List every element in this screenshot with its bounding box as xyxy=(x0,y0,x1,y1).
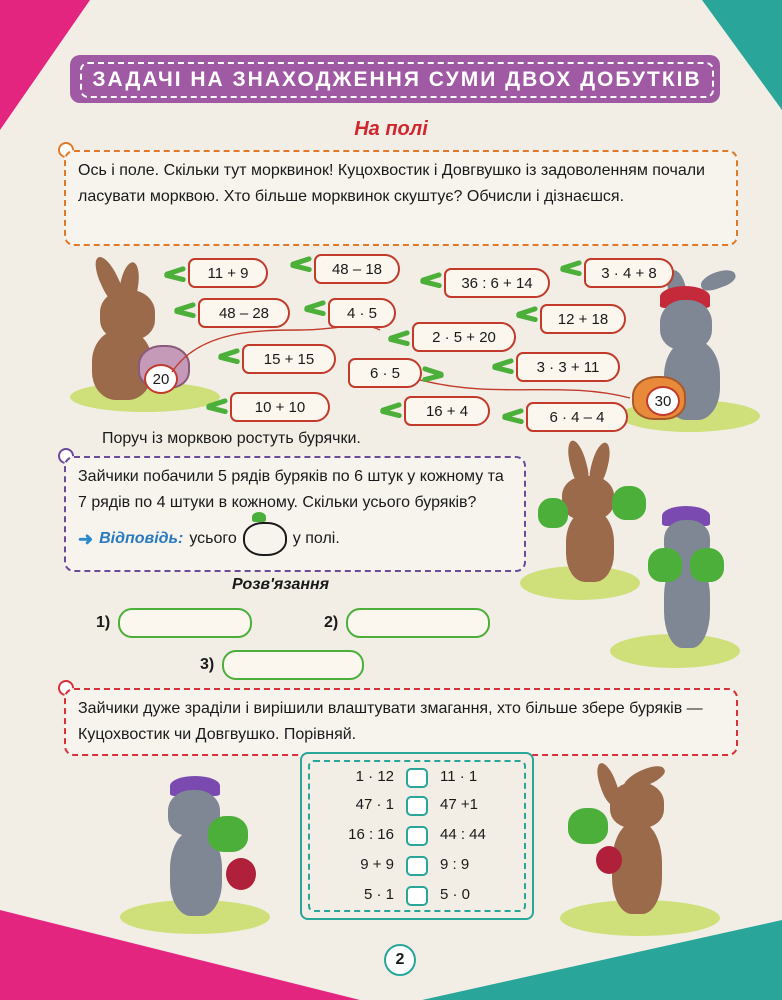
carrot-leaf-icon xyxy=(164,268,190,280)
beet-leaves-icon xyxy=(568,808,608,844)
compare-sign-box[interactable] xyxy=(406,796,428,816)
solution-input-3[interactable] xyxy=(222,650,364,680)
beet-icon xyxy=(226,858,256,890)
carrot-expression: 4 · 5 xyxy=(328,298,396,328)
carrot-expression: 3 · 3 + 11 xyxy=(516,352,620,382)
compare-right: 5 · 0 xyxy=(440,886,471,903)
carrot-expression: 6 · 5 xyxy=(348,358,422,388)
solution-input-1[interactable] xyxy=(118,608,252,638)
carrot-leaf-icon xyxy=(218,350,244,362)
compare-left: 47 · 1 xyxy=(355,796,394,813)
compare-left: 1 · 12 xyxy=(355,768,394,785)
beets-intro-text: Поруч із морквою ростуть бурячки. xyxy=(102,430,361,447)
compare-left: 9 + 9 xyxy=(360,856,394,873)
carrot-leaf-icon xyxy=(492,360,518,372)
compare-row xyxy=(318,854,518,878)
basket-number-left: 20 xyxy=(144,364,178,394)
beet-leaves-icon xyxy=(538,498,568,528)
compare-sign-box[interactable] xyxy=(406,886,428,906)
answer-label: Відповідь: xyxy=(99,530,184,547)
carrot-leaf-icon xyxy=(516,308,542,320)
carrot-expression: 16 + 4 xyxy=(404,396,490,426)
solution-title: Розв'язання xyxy=(232,576,330,593)
carrot-leaf-icon xyxy=(502,410,528,422)
beet-leaves-icon xyxy=(208,816,248,852)
rabbit-body xyxy=(566,510,614,582)
carrot-expression: 2 · 5 + 20 xyxy=(412,322,516,352)
carrot-leaf-icon xyxy=(560,262,586,274)
carrot-leaf-icon xyxy=(380,404,406,416)
carrot-expression: 3 · 4 + 8 xyxy=(584,258,674,288)
compare-row xyxy=(318,824,518,848)
answer-pre: усього xyxy=(189,530,237,547)
carrot-leaf-icon xyxy=(388,332,414,344)
compare-sign-box[interactable] xyxy=(406,856,428,876)
beet-leaves-icon xyxy=(648,548,682,582)
carrot-expression: 48 – 28 xyxy=(198,298,290,328)
compare-right: 44 : 44 xyxy=(440,826,486,843)
carrot-leaf-icon xyxy=(418,368,444,380)
task2-text: Зайчики побачили 5 рядів буряків по 6 штук у кожному та 7 рядів по 4 штуки в кожному. Скільки усього буряків? xyxy=(78,468,504,511)
compare-left: 16 : 16 xyxy=(348,826,394,843)
compare-row xyxy=(318,884,518,908)
task3-text: Зайчики дуже зраділи і вирішили влаштувати змагання, хто більше збере буряків — Куцохвостик чи Довгвушко. Порівняй. xyxy=(78,700,703,743)
answer-beet-field[interactable] xyxy=(243,522,287,556)
carrot-expression: 15 + 15 xyxy=(242,344,336,374)
compare-sign-box[interactable] xyxy=(406,826,428,846)
carrot-leaf-icon xyxy=(304,302,330,314)
carrot-leaf-icon xyxy=(174,304,200,316)
solution-label-3: 3) xyxy=(200,656,215,673)
compare-right: 11 · 1 xyxy=(440,768,478,785)
solution-label-1: 1) xyxy=(96,614,111,631)
beet-leaf-icon xyxy=(252,512,266,522)
beet-icon xyxy=(596,846,622,874)
task1-text: Ось і поле. Скільки тут морквинок! Куцохвостик і Довгвушко із задоволенням почали ласувати морквою. Хто більше морквинок скуштує? Обчисли і дізнаєшся. xyxy=(78,162,705,205)
section-subtitle: На полі xyxy=(354,118,428,140)
arrow-icon: ➜ xyxy=(78,529,94,549)
compare-right: 47 +1 xyxy=(440,796,478,813)
task2-box xyxy=(64,456,526,572)
answer-post: у полі. xyxy=(292,530,340,547)
carrot-leaf-icon xyxy=(290,258,316,270)
carrot-expression: 36 : 6 + 14 xyxy=(444,268,550,298)
carrot-expression: 11 + 9 xyxy=(188,258,268,288)
compare-right: 9 : 9 xyxy=(440,856,470,873)
compare-sign-box[interactable] xyxy=(406,768,428,788)
page-title: ЗАДАЧІ НА ЗНАХОДЖЕННЯ СУМИ ДВОХ ДОБУТКІВ xyxy=(80,62,714,98)
carrot-expression: 12 + 18 xyxy=(540,304,626,334)
compare-row xyxy=(318,766,518,790)
solution-input-2[interactable] xyxy=(346,608,490,638)
beet-leaves-icon xyxy=(612,486,646,520)
basket-number-right: 30 xyxy=(646,386,680,416)
carrot-expression: 48 – 18 xyxy=(314,254,400,284)
solution-label-2: 2) xyxy=(324,614,339,631)
task3-box xyxy=(64,688,738,756)
compare-row xyxy=(318,794,518,818)
carrot-leaf-icon xyxy=(206,400,232,412)
answer-line xyxy=(78,522,512,556)
beet-leaves-icon xyxy=(690,548,724,582)
compare-left: 5 · 1 xyxy=(363,886,394,903)
carrot-leaf-icon xyxy=(420,274,446,286)
page-number: 2 xyxy=(384,944,416,976)
carrot-expression: 6 · 4 – 4 xyxy=(526,402,628,432)
carrot-expression: 10 + 10 xyxy=(230,392,330,422)
